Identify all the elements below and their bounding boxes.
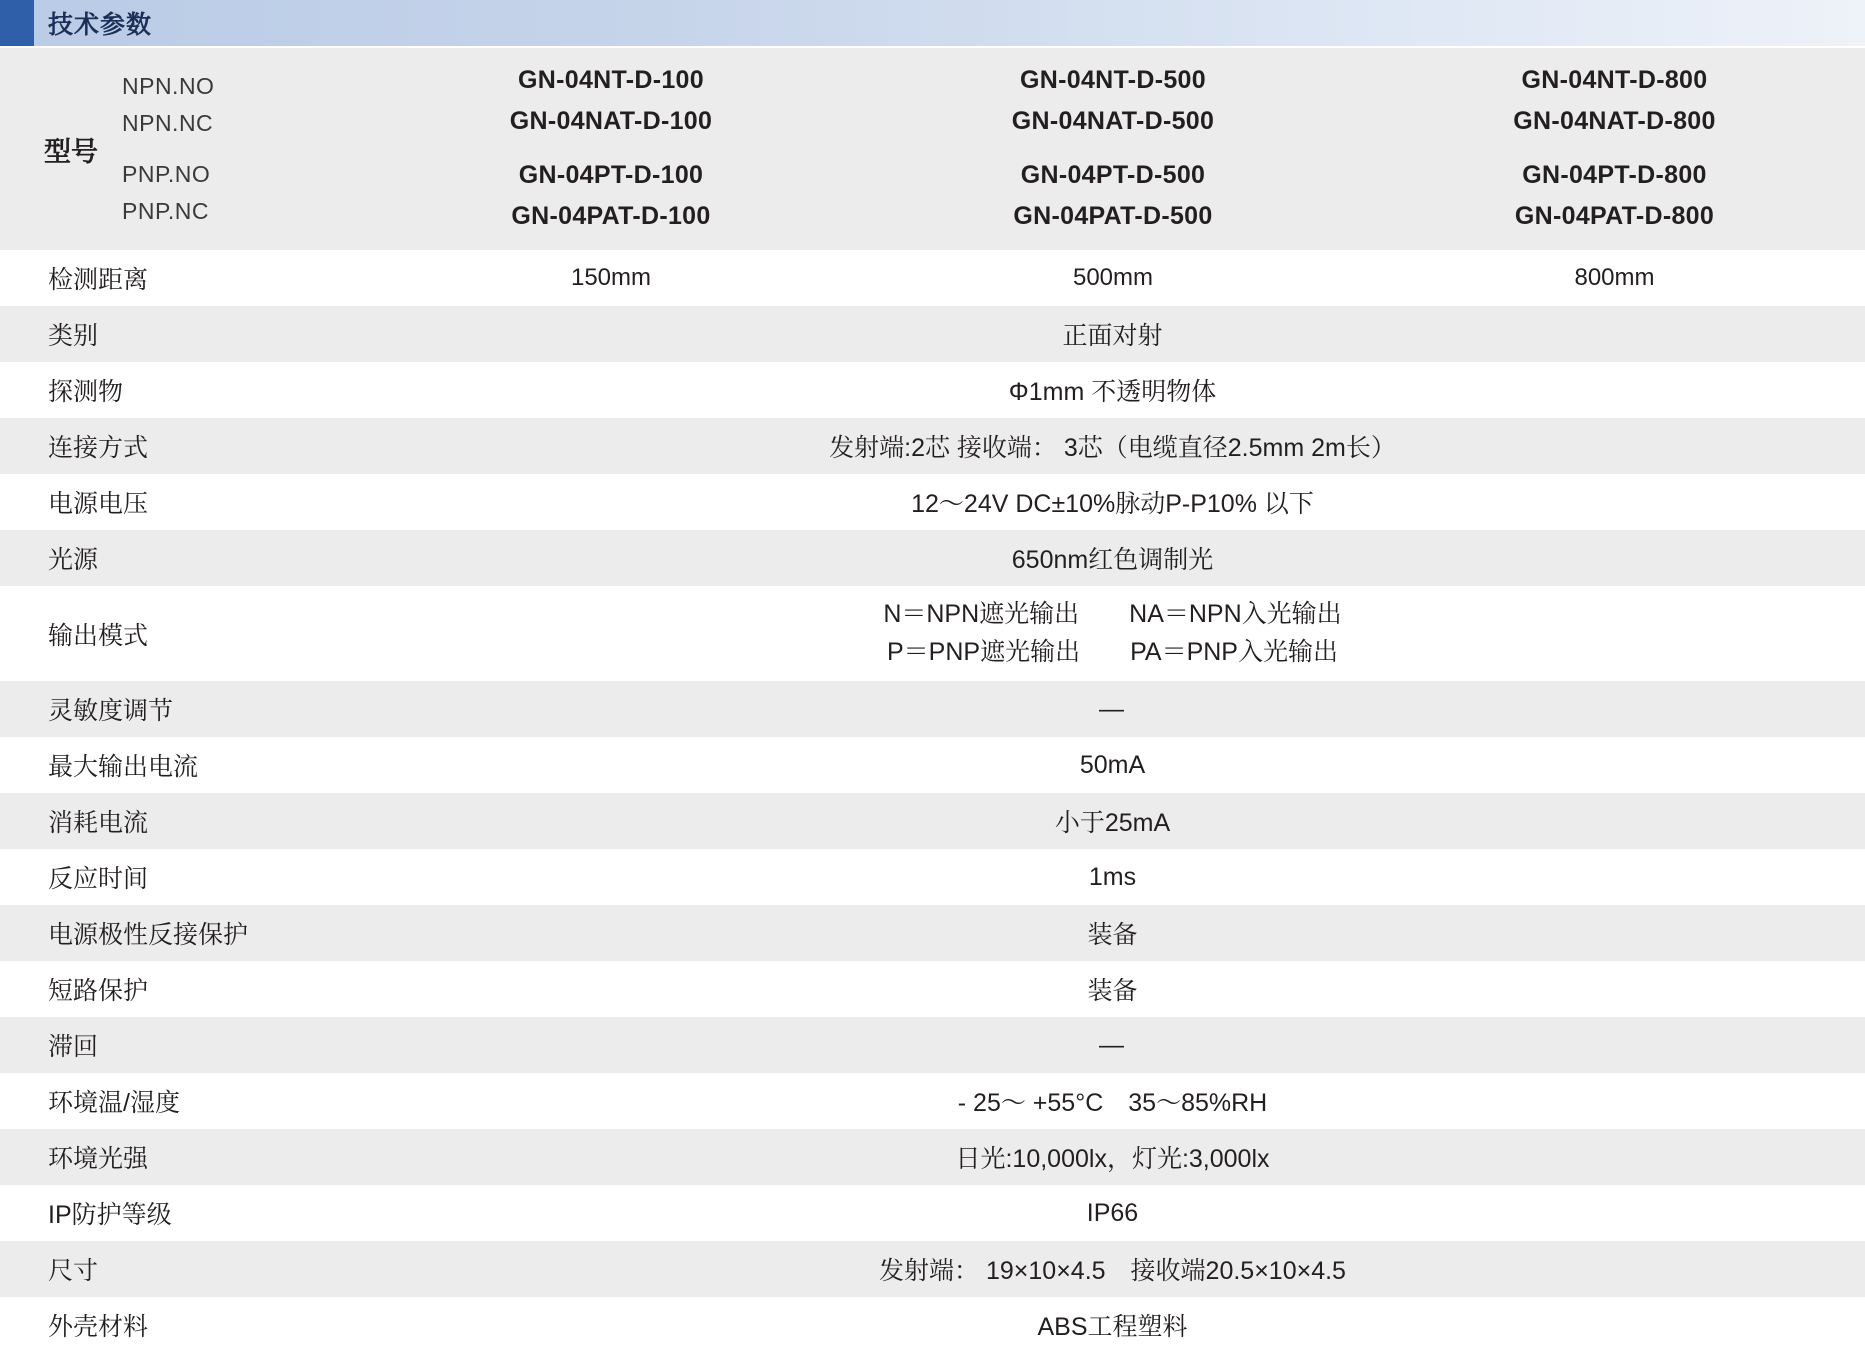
table-row xyxy=(0,306,1865,362)
model-type-pnp-no: PNP.NO xyxy=(122,161,211,187)
table-row xyxy=(0,1129,1865,1185)
row-label: 电源电压 xyxy=(0,474,360,530)
row-value: 装备 xyxy=(360,961,1865,1017)
table-row xyxy=(0,1297,1865,1353)
row-value: 装备 xyxy=(360,905,1865,961)
table-row xyxy=(0,530,1865,586)
model-type-pnp-nc: PNP.NC xyxy=(122,198,209,225)
row-value: 小于25mA xyxy=(360,793,1865,849)
row-value: Φ1mm 不透明物体 xyxy=(360,362,1865,418)
table-row xyxy=(0,849,1865,905)
row-value: ABS工程塑料 xyxy=(360,1297,1865,1353)
table-row xyxy=(0,961,1865,1017)
table-row xyxy=(0,362,1865,418)
table-row xyxy=(0,418,1865,474)
row-label: 尺寸 xyxy=(0,1241,360,1297)
model-column-1 xyxy=(360,48,862,250)
row-value: IP66 xyxy=(360,1185,1865,1241)
row-value: 发射端： 19×10×4.5 接收端20.5×10×4.5 xyxy=(360,1241,1865,1297)
output-mode-line-1: N＝NPN遮光输出 NA＝NPN入光输出 xyxy=(883,600,1342,628)
title-accent-block xyxy=(0,0,34,46)
model-value: GN-04NT-D-100 xyxy=(518,66,704,94)
distance-value-1: 150mm xyxy=(360,250,862,306)
table-row xyxy=(0,737,1865,793)
table-row xyxy=(0,474,1865,530)
table-row xyxy=(0,586,1865,681)
row-label: 灵敏度调节 xyxy=(0,681,360,737)
row-label: 反应时间 xyxy=(0,849,360,905)
table-row xyxy=(0,1073,1865,1129)
row-label: 环境光强 xyxy=(0,1129,360,1185)
model-value: GN-04NAT-D-500 xyxy=(1011,106,1215,135)
model-label-cell xyxy=(0,48,360,250)
row-value: 12～24V DC±10%脉动P-P10% 以下 xyxy=(360,474,1865,530)
row-label: 滞回 xyxy=(0,1017,360,1073)
model-value: GN-04PAT-D-500 xyxy=(1013,201,1213,230)
table-row xyxy=(0,48,1865,250)
row-label: 环境温/湿度 xyxy=(0,1073,360,1129)
row-label: 短路保护 xyxy=(0,961,360,1017)
table-row xyxy=(0,905,1865,961)
table-row xyxy=(0,250,1865,306)
model-value: GN-04NAT-D-100 xyxy=(509,106,713,135)
model-type-npn-no: NPN.NO xyxy=(122,72,215,99)
row-value: 650nm红色调制光 xyxy=(360,530,1865,586)
model-value: GN-04PT-D-800 xyxy=(1522,161,1707,189)
row-value: 50mA xyxy=(360,737,1865,793)
row-value: 发射端:2芯 接收端： 3芯（电缆直径2.5mm 2m长） xyxy=(360,418,1865,474)
row-label: IP防护等级 xyxy=(0,1185,360,1241)
model-value: GN-04NT-D-800 xyxy=(1521,66,1708,94)
row-value: — xyxy=(360,681,1865,737)
table-row xyxy=(0,1241,1865,1297)
row-label: 检测距离 xyxy=(0,250,360,306)
table-row xyxy=(0,1017,1865,1073)
row-value: — xyxy=(360,1017,1865,1073)
model-value: GN-04NT-D-500 xyxy=(1020,66,1206,94)
row-label: 连接方式 xyxy=(0,418,360,474)
row-value: 正面对射 xyxy=(360,306,1865,362)
page-title: 技术参数 xyxy=(48,11,153,39)
row-label: 电源极性反接保护 xyxy=(0,905,360,961)
model-value: GN-04PT-D-500 xyxy=(1020,161,1206,189)
model-value: GN-04PAT-D-100 xyxy=(511,201,711,230)
row-value: 1ms xyxy=(360,849,1865,905)
row-label: 探测物 xyxy=(0,362,360,418)
table-row xyxy=(0,681,1865,737)
model-value: GN-04NAT-D-800 xyxy=(1513,106,1716,135)
spec-table xyxy=(0,48,1865,1353)
distance-value-2: 500mm xyxy=(862,250,1364,306)
model-value: GN-04PT-D-100 xyxy=(518,161,704,189)
section-title-bar xyxy=(0,0,1865,48)
table-row xyxy=(0,1185,1865,1241)
row-label: 最大输出电流 xyxy=(0,737,360,793)
row-value-multiline xyxy=(360,586,1865,681)
model-value: GN-04PAT-D-800 xyxy=(1514,201,1715,230)
output-mode-line-2: P＝PNP遮光输出 PA＝PNP入光输出 xyxy=(887,637,1338,666)
table-row xyxy=(0,793,1865,849)
model-label: 型号 xyxy=(44,136,98,167)
row-label: 输出模式 xyxy=(0,586,360,681)
row-value: - 25～ +55°C 35～85%RH xyxy=(360,1073,1865,1129)
row-value: 日光:10,000lx，灯光:3,000lx xyxy=(360,1129,1865,1185)
model-type-npn-nc: NPN.NC xyxy=(122,109,214,136)
row-label: 类别 xyxy=(0,306,360,362)
model-column-3 xyxy=(1364,48,1865,250)
model-column-2 xyxy=(862,48,1364,250)
row-label: 消耗电流 xyxy=(0,793,360,849)
row-label: 外壳材料 xyxy=(0,1297,360,1353)
distance-value-3: 800mm xyxy=(1364,250,1865,306)
row-label: 光源 xyxy=(0,530,360,586)
model-type-list xyxy=(118,68,214,231)
